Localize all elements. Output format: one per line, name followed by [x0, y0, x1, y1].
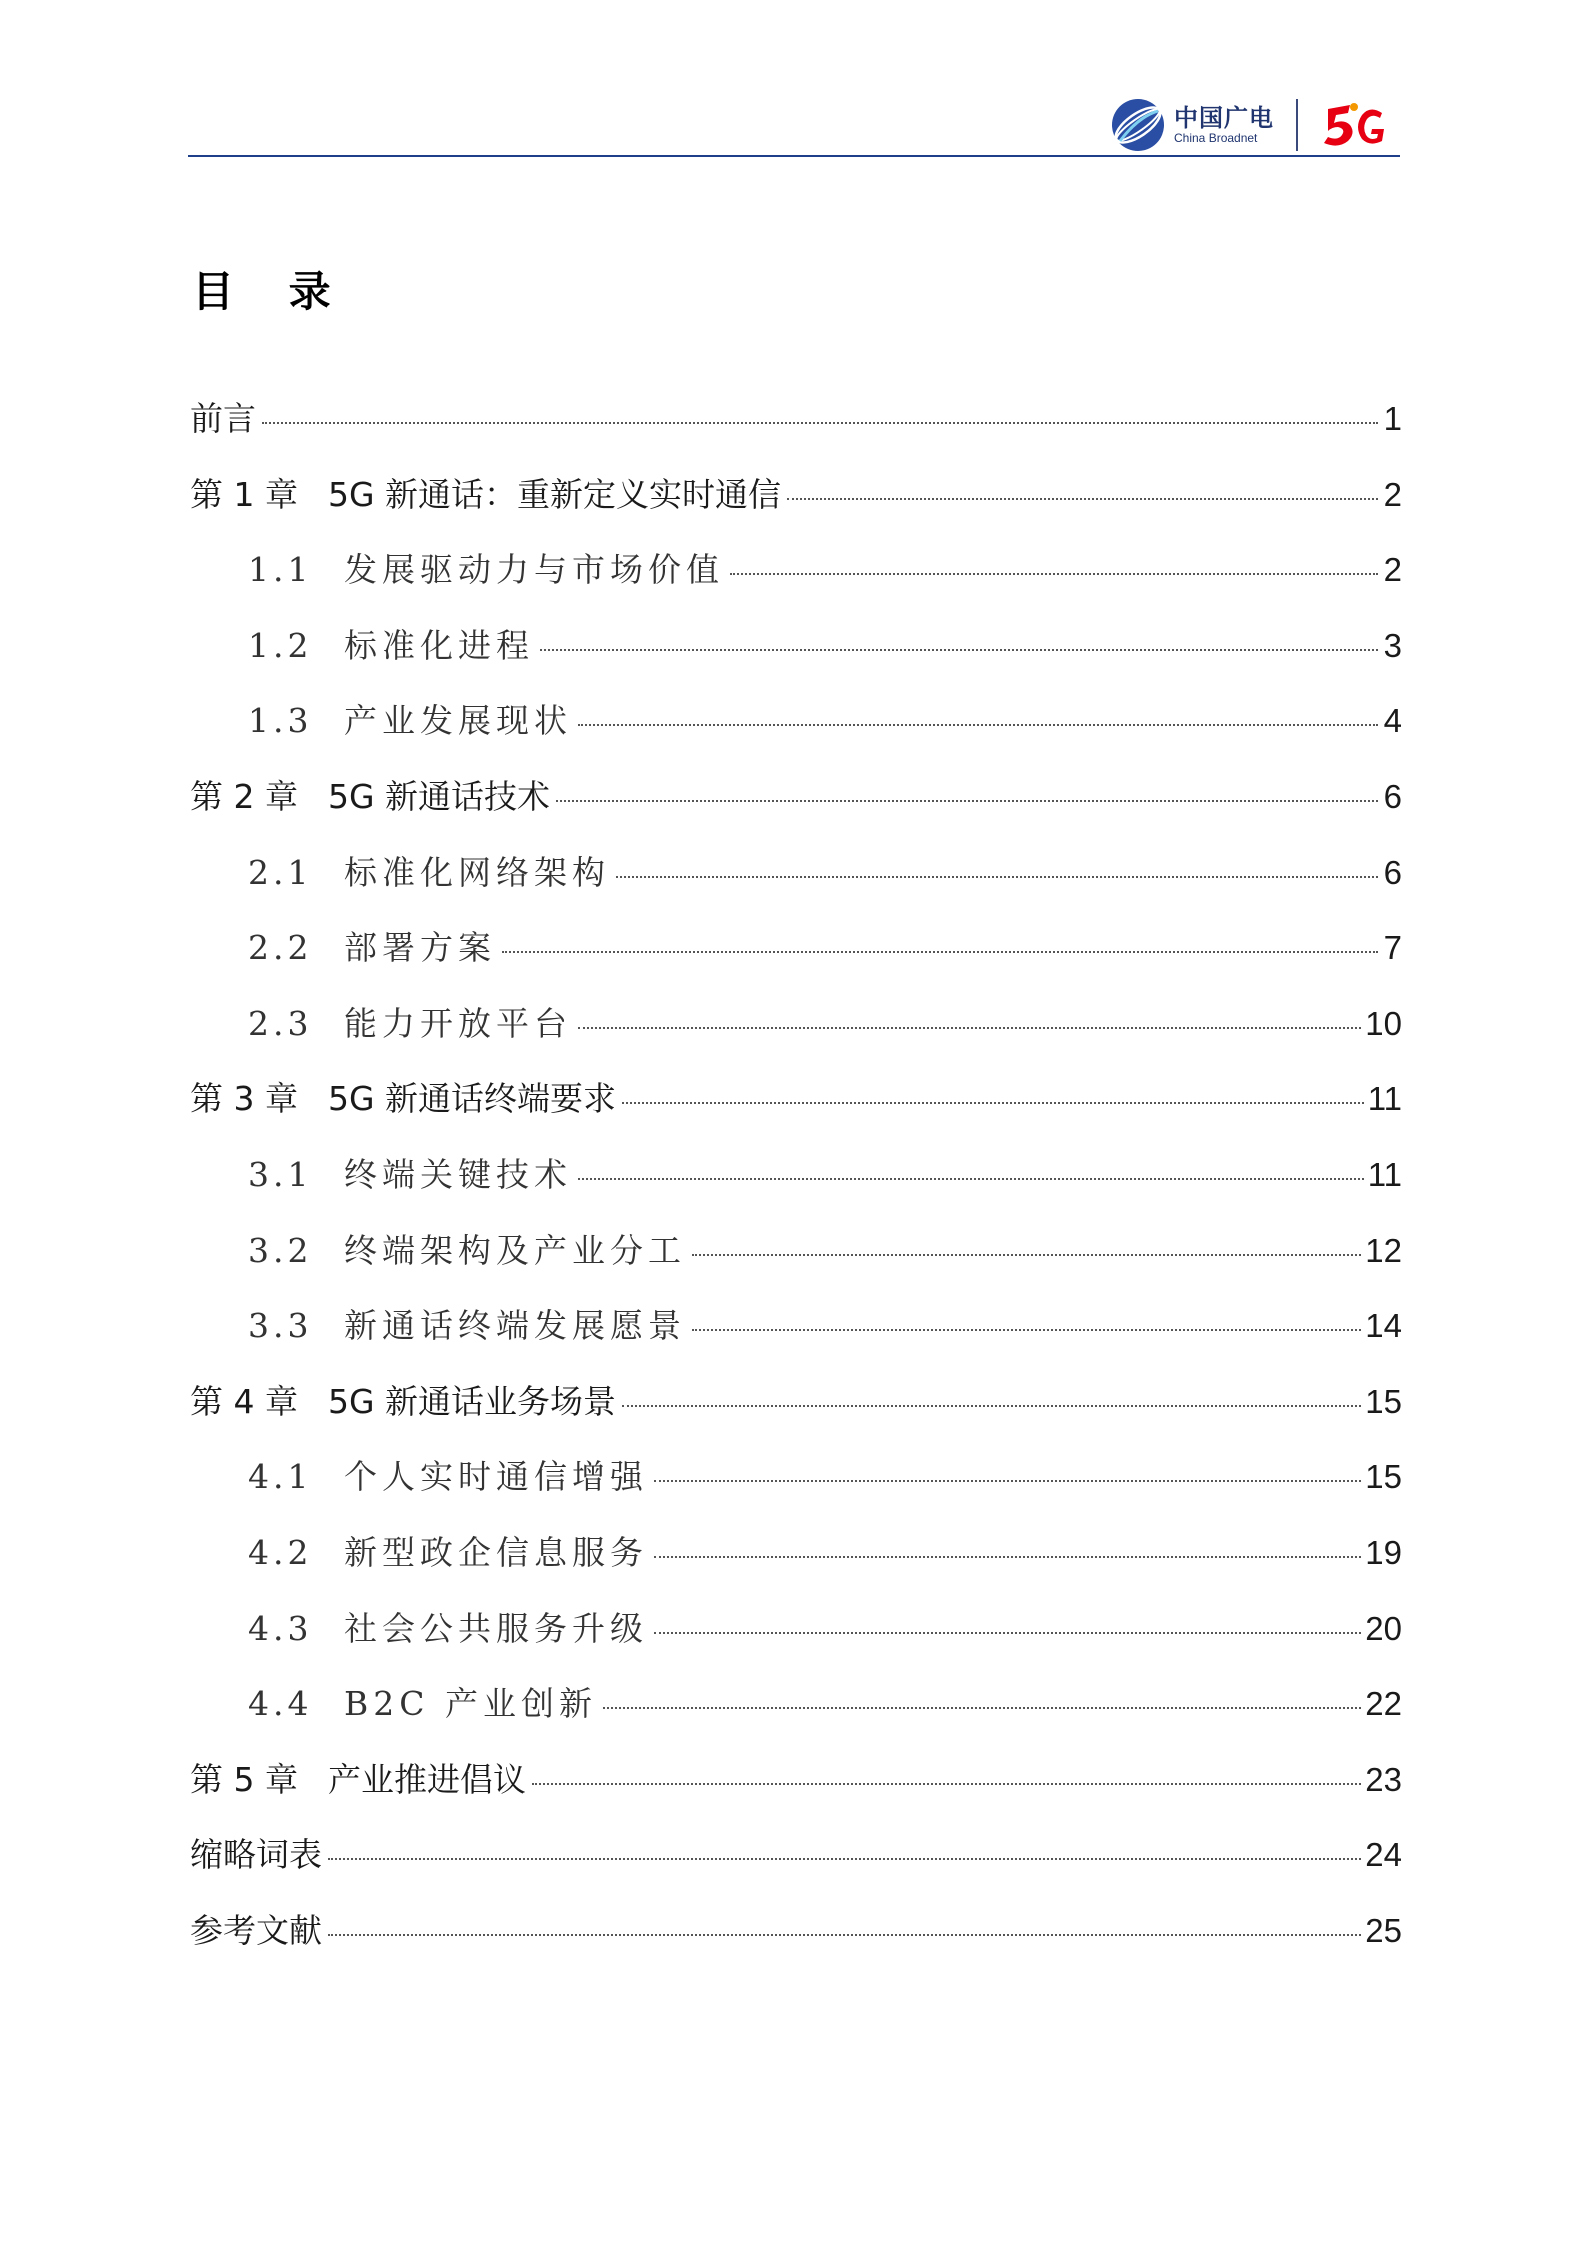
- toc-entry-label: 5G 新通话终端要求: [327, 1079, 617, 1119]
- toc-dot-leader: [692, 1329, 1361, 1331]
- toc-entry-number: 4.2: [248, 1532, 313, 1572]
- toc-entry-label: 产业推进倡议: [327, 1759, 526, 1799]
- toc-page-number: 19: [1365, 1533, 1402, 1571]
- toc-entry-label: 缩略词表: [190, 1835, 322, 1875]
- toc-entry-label: 社会公共服务升级: [344, 1608, 648, 1648]
- logo-divider: [1296, 99, 1298, 151]
- toc-chapter-entry[interactable]: [190, 1905, 1402, 1981]
- toc-section-entry[interactable]: [190, 1300, 1402, 1376]
- toc-section-entry[interactable]: [190, 1451, 1402, 1527]
- china-broadnet-globe-icon: [1110, 97, 1166, 153]
- toc-page-number: 3: [1383, 626, 1402, 664]
- toc-entry-label: 部署方案: [344, 928, 496, 968]
- toc-chapter-entry[interactable]: [190, 469, 1402, 545]
- toc-page-number: 2: [1383, 551, 1402, 589]
- toc-dot-leader: [692, 1254, 1361, 1256]
- toc-entry-label: 参考文献: [190, 1910, 322, 1950]
- brand-text: [1174, 105, 1274, 145]
- toc-page-number: 14: [1365, 1307, 1402, 1345]
- toc-entry-number: 1.1: [248, 550, 313, 590]
- toc-dot-leader: [262, 422, 1378, 424]
- 5g-logo-icon: [1320, 99, 1400, 151]
- toc-entry-number: 2.3: [248, 1003, 313, 1043]
- toc-page-number: 7: [1383, 929, 1402, 967]
- toc-chapter-entry[interactable]: [190, 1376, 1402, 1452]
- toc-entry-label: 个人实时通信增强: [344, 1457, 648, 1497]
- toc-section-entry[interactable]: [190, 1603, 1402, 1679]
- toc-title: 目 录: [192, 267, 351, 316]
- toc-page-number: 23: [1365, 1760, 1402, 1798]
- toc-entry-number: 第 1 章: [190, 474, 298, 514]
- toc-section-entry[interactable]: [190, 1149, 1402, 1225]
- toc-entry-number: 第 4 章: [190, 1381, 298, 1421]
- toc-entry-number: 1.3: [248, 701, 313, 741]
- toc-page-number: 20: [1365, 1609, 1402, 1647]
- toc-entry-number: 2.1: [248, 852, 313, 892]
- toc-page-number: 24: [1365, 1836, 1402, 1874]
- toc-entry-label: 前言: [190, 399, 256, 438]
- toc-page-number: 25: [1365, 1911, 1402, 1949]
- toc-dot-leader: [502, 951, 1378, 953]
- toc-dot-leader: [578, 724, 1378, 726]
- toc-entry-label: 标准化网络架构: [344, 852, 610, 892]
- toc-dot-leader: [328, 1858, 1361, 1860]
- toc-dot-leader: [787, 498, 1378, 500]
- toc-entry-label: 5G 新通话业务场景: [327, 1381, 617, 1421]
- toc-dot-leader: [622, 1405, 1361, 1407]
- brand-name-en: China Broadnet: [1174, 131, 1258, 145]
- toc-dot-leader: [622, 1102, 1364, 1104]
- toc-entry-number: 1.2: [248, 625, 313, 665]
- toc-entry-number: 3.1: [248, 1154, 313, 1194]
- toc-page-number: 10: [1365, 1004, 1402, 1042]
- toc-dot-leader: [603, 1707, 1361, 1709]
- toc-section-entry[interactable]: [190, 1225, 1402, 1301]
- toc-entry-label: 新通话终端发展愿景: [344, 1306, 686, 1346]
- toc-page-number: 15: [1365, 1382, 1402, 1420]
- toc-page-number: 4: [1383, 702, 1402, 740]
- toc-page-number: 22: [1365, 1685, 1402, 1723]
- toc-dot-leader: [540, 649, 1378, 651]
- toc-page-number: 11: [1367, 1080, 1402, 1118]
- toc-entry-label: 5G 新通话：重新定义实时通信: [327, 474, 782, 514]
- header-logo-area: [1110, 95, 1400, 155]
- toc-section-entry[interactable]: [190, 847, 1402, 923]
- toc-entry-number: 3.2: [248, 1230, 313, 1270]
- toc-entry-number: 2.2: [248, 928, 313, 968]
- toc-entry-label: 终端架构及产业分工: [344, 1230, 686, 1270]
- toc-section-entry[interactable]: [190, 922, 1402, 998]
- toc-dot-leader: [578, 1178, 1364, 1180]
- toc-entry-label: 终端关键技术: [344, 1154, 572, 1194]
- toc-chapter-entry[interactable]: [190, 1829, 1402, 1905]
- toc-entry-label: 标准化进程: [344, 625, 534, 665]
- toc-entry-label: 能力开放平台: [344, 1003, 572, 1043]
- toc-entry-number: 第 5 章: [190, 1759, 298, 1799]
- toc-section-entry[interactable]: [190, 1527, 1402, 1603]
- toc-dot-leader: [556, 800, 1378, 802]
- toc-chapter-entry[interactable]: [190, 393, 1402, 469]
- toc-section-entry[interactable]: [190, 620, 1402, 696]
- toc-entry-number: 4.3: [248, 1608, 313, 1648]
- toc-section-entry[interactable]: [190, 998, 1402, 1074]
- header-rule: [188, 155, 1400, 157]
- toc-section-entry[interactable]: [190, 695, 1402, 771]
- toc-entry-number: 3.3: [248, 1306, 313, 1346]
- toc-dot-leader: [654, 1632, 1361, 1634]
- toc-entry-label: 5G 新通话技术: [327, 776, 551, 816]
- toc-dot-leader: [616, 876, 1378, 878]
- toc-page-number: 15: [1365, 1458, 1402, 1496]
- toc-page-number: 11: [1367, 1155, 1402, 1193]
- toc-page-number: 6: [1383, 777, 1402, 815]
- toc-entry-number: 第 3 章: [190, 1079, 298, 1119]
- toc-chapter-entry[interactable]: [190, 1073, 1402, 1149]
- toc-entry-label: 发展驱动力与市场价值: [344, 550, 724, 590]
- toc-dot-leader: [578, 1027, 1361, 1029]
- toc-page-number: 6: [1383, 853, 1402, 891]
- toc-page-number: 1: [1383, 400, 1402, 437]
- brand-name-cn: 中国广电: [1174, 104, 1274, 132]
- toc-entry-label: 新型政企信息服务: [344, 1532, 648, 1572]
- toc-chapter-entry[interactable]: [190, 1754, 1402, 1830]
- toc-entry-label: 产业发展现状: [344, 701, 572, 741]
- toc-entry-number: 第 2 章: [190, 776, 298, 816]
- toc-page-number: 12: [1365, 1231, 1402, 1269]
- toc-page-number: 2: [1383, 475, 1402, 513]
- toc-section-entry[interactable]: [190, 544, 1402, 620]
- toc-entry-number: 4.1: [248, 1457, 313, 1497]
- toc-dot-leader: [730, 573, 1378, 575]
- toc-dot-leader: [532, 1783, 1361, 1785]
- toc-chapter-entry[interactable]: [190, 771, 1402, 847]
- table-of-contents: [190, 393, 1402, 1980]
- toc-entry-label: B2C 产业创新: [344, 1684, 597, 1724]
- toc-entry-number: 4.4: [248, 1684, 313, 1724]
- toc-dot-leader: [654, 1480, 1361, 1482]
- toc-dot-leader: [654, 1556, 1361, 1558]
- toc-dot-leader: [328, 1934, 1361, 1936]
- toc-section-entry[interactable]: [190, 1678, 1402, 1754]
